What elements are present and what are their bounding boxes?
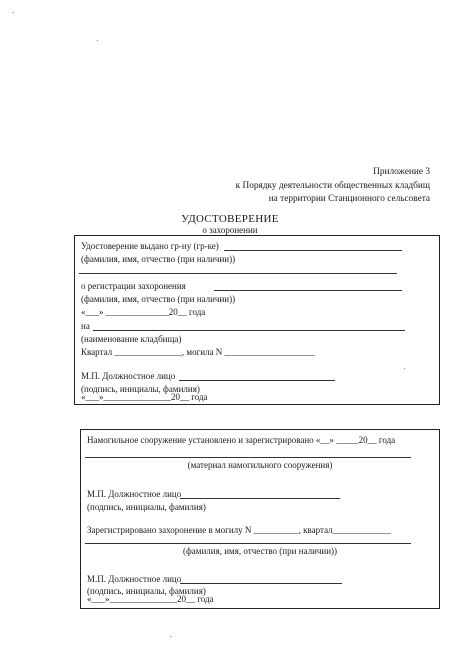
sign-hint-2: (подпись, инициалы, фамилия) xyxy=(87,502,206,512)
fio-hint-form2: (фамилия, имя, отчество (при наличии)) xyxy=(182,546,338,556)
issued-to-label: Удостоверение выдано гр-ну (гр-ке) xyxy=(81,241,219,251)
date-bottom: «___»_______________20__ года xyxy=(81,392,208,402)
date-bottom-2: «___»_______________20__ года xyxy=(87,594,214,604)
quarter-grave-line: Квартал _______________, могила N ____________________ xyxy=(81,347,315,357)
cemetery-line xyxy=(93,330,405,331)
title-sub: о захоронении xyxy=(202,225,258,235)
official-label: М.П. Должностное лицо xyxy=(81,371,176,381)
monument-installed-line: Намогильное сооружение установлено и зарегистрировано «__» _____20__ года xyxy=(87,435,396,445)
official-label-2: М.П. Должностное лицо xyxy=(87,489,182,499)
on-label: на xyxy=(81,321,90,331)
fio-hint-1: (фамилия, имя, отчество (при наличии)) xyxy=(81,254,236,264)
registered-grave-line: Зарегистрировано захоронение в могилу N __________, квартал_____________ xyxy=(87,525,392,535)
date-line: «___» ______________20__ года xyxy=(81,307,206,317)
fio-line-form2 xyxy=(85,543,411,544)
official-line-3 xyxy=(180,583,342,584)
scan-speck xyxy=(97,40,98,41)
fio-line-1 xyxy=(79,273,397,274)
official-line-2 xyxy=(180,498,340,499)
appendix-line-3: на территории Станционного сельсовета xyxy=(268,194,430,204)
scan-speck xyxy=(170,636,171,637)
appendix-line-1: Приложение 3 xyxy=(373,167,430,177)
title-main: УДОСТОВЕРЕНИЕ xyxy=(181,213,279,225)
issued-to-line xyxy=(224,250,402,251)
fio-hint-2: (фамилия, имя, отчество (при наличии)) xyxy=(81,294,236,304)
monument-registration-form xyxy=(80,429,440,609)
cemetery-hint: (наименование кладбища) xyxy=(81,334,182,344)
sign-hint: (подпись, инициалы, фамилия) xyxy=(81,384,200,394)
official-line xyxy=(179,380,335,381)
reg-burial-label: о регистрации захоронения xyxy=(81,281,186,291)
official-label-3: М.П. Должностное лицо xyxy=(87,574,182,584)
document-title xyxy=(0,213,460,235)
appendix-line-2: к Порядку деятельности общественных кладбищ xyxy=(235,180,430,191)
material-line xyxy=(85,457,411,458)
appendix-header xyxy=(236,166,430,207)
material-hint: (материал намогильного сооружения) xyxy=(187,460,333,470)
certificate-form xyxy=(74,235,440,405)
scan-speck xyxy=(13,12,14,13)
reg-burial-line xyxy=(214,290,402,291)
sign-hint-3: (подпись, инициалы, фамилия) xyxy=(87,586,206,596)
